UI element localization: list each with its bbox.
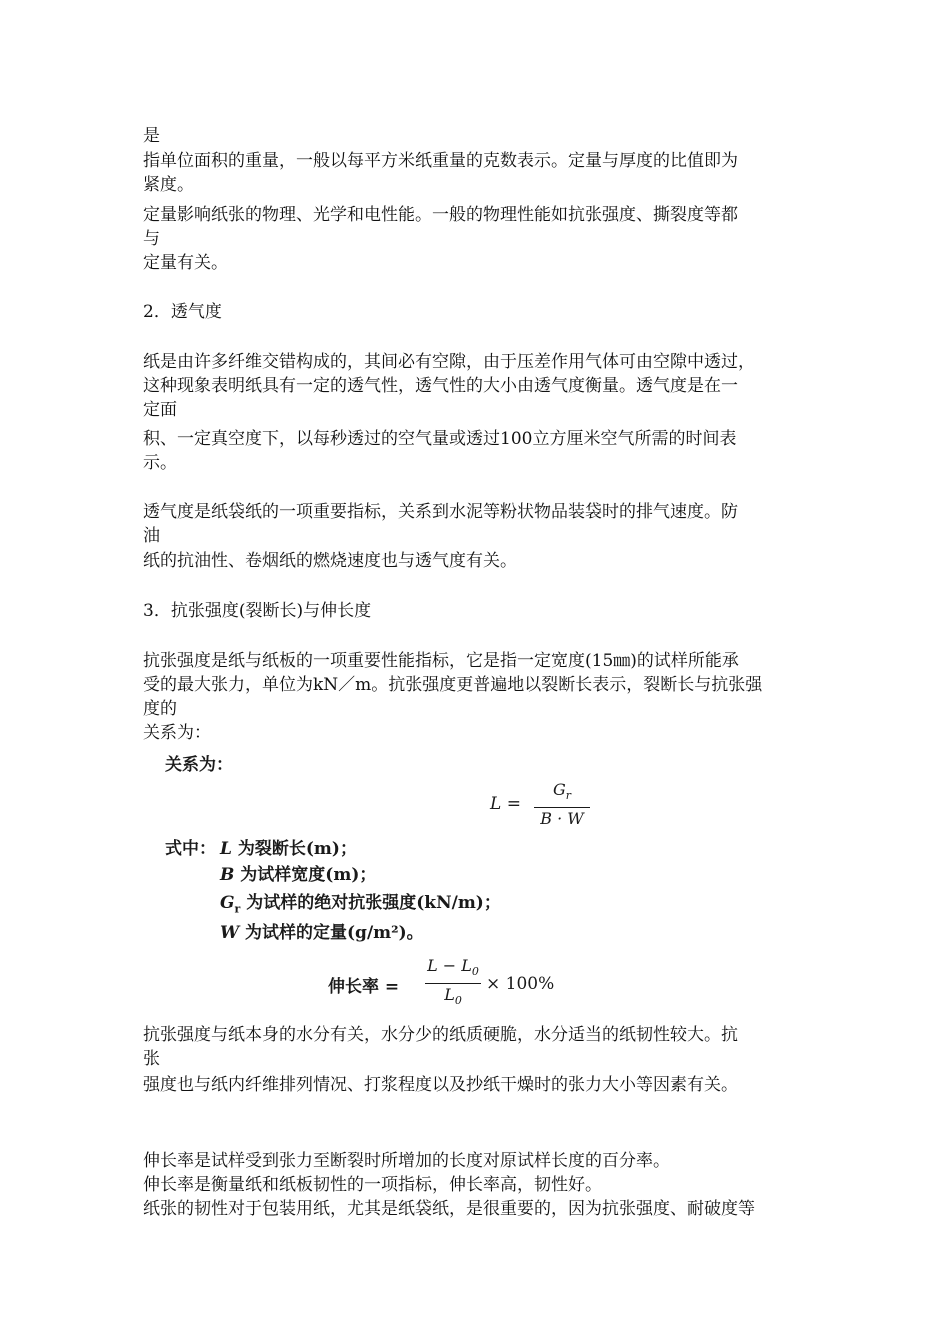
equation-length: [490, 794, 521, 814]
text-line: 油: [143, 526, 160, 546]
symbol-L: L: [220, 839, 232, 859]
eq2-tail: × 100%: [486, 974, 555, 994]
formula-image: [150, 746, 590, 1006]
text-line: 透气度是纸袋纸的一项重要指标，关系到水泥等粉状物品装袋时的排气速度。防: [143, 502, 738, 522]
eq1-lhs: L: [490, 794, 502, 814]
symbol-B: B: [220, 865, 235, 885]
where-text: 为试样的绝对抗张强度(kN/m)；: [240, 893, 501, 913]
text-line: 纸的抗油性、卷烟纸的燃烧速度也与透气度有关。: [143, 551, 517, 571]
text-line: 抗张强度是纸与纸板的一项重要性能指标，它是指一定宽度(15㎜)的试样所能承: [143, 651, 739, 671]
text-line: 是: [143, 126, 160, 146]
text-line: 关系为：: [143, 723, 211, 743]
text-line: 与: [143, 229, 160, 249]
formula-intro: 关系为：: [165, 755, 233, 775]
text-line: 这种现象表明纸具有一定的透气性，透气性的大小由透气度衡量。透气度是在一: [143, 376, 738, 396]
eq1-fraction: [534, 780, 590, 829]
text-line: 张: [143, 1049, 160, 1069]
where-line: [220, 860, 376, 885]
eq2-den: L: [444, 985, 455, 1005]
text-line: 紧度。: [143, 175, 194, 195]
where-line: [220, 834, 357, 859]
text-line: 积、一定真空度下，以每秒透过的空气量或透过100立方厘米空气所需的时间表: [143, 429, 737, 449]
section-heading: 3．抗张强度(裂断长)与伸长度: [143, 601, 372, 621]
text-line: 定量影响纸张的物理、光学和电性能。一般的物理性能如抗张强度、撕裂度等都: [143, 205, 738, 225]
eq1-eq: =: [506, 794, 521, 814]
symbol-G: G: [220, 893, 235, 913]
section-heading: 2．透气度: [143, 302, 222, 322]
text-line: 度的: [143, 699, 177, 719]
text-line: 受的最大张力，单位为kN／m。抗张强度更普遍地以裂断长表示，裂断长与抗张强: [143, 675, 763, 695]
eq1-den: B · W: [540, 809, 584, 829]
eq2-num-sub: 0: [471, 965, 479, 979]
where-text: 为裂断长(m)；: [231, 839, 357, 859]
where-label: 式中：: [165, 839, 216, 859]
eq2-lhs: 伸长率: [328, 977, 379, 997]
where-text: 为试样的定量(g/m²)。: [239, 923, 424, 943]
symbol-W: W: [220, 923, 240, 943]
text-line: 示。: [143, 453, 177, 473]
eq1-num-sub: r: [565, 789, 572, 803]
text-line: 定量有关。: [143, 253, 228, 273]
text-line: 纸是由许多纤维交错构成的，其间必有空隙，由于压差作用气体可由空隙中透过，: [143, 352, 755, 372]
text-line: 抗张强度与纸本身的水分有关，水分少的纸质硬脆，水分适当的纸韧性较大。抗: [143, 1025, 738, 1045]
text-line: 伸长率是衡量纸和纸板韧性的一项指标，伸长率高，韧性好。: [143, 1175, 602, 1195]
text-line: 伸长率是试样受到张力至断裂时所增加的长度对原试样长度的百分率。: [143, 1151, 670, 1171]
eq2-den-sub: 0: [454, 994, 462, 1008]
where-text: 为试样宽度(m)；: [234, 865, 377, 885]
eq2-num: L − L: [427, 956, 472, 975]
text-line: 定面: [143, 400, 177, 420]
eq2-eq: =: [384, 977, 400, 997]
text-line: 强度也与纸内纤维排列情况、打浆程度以及抄纸干燥时的张力大小等因素有关。: [143, 1075, 738, 1095]
symbol-G-sub: r: [234, 902, 241, 916]
eq1-num: G: [552, 780, 566, 799]
text-line: 纸张的韧性对于包装用纸，尤其是纸袋纸，是很重要的，因为抗张强度、耐破度等: [143, 1199, 755, 1219]
where-line: [220, 918, 424, 943]
eq2-fraction: [425, 956, 481, 1011]
where-line: [220, 888, 501, 915]
eq2-lhs-wrap: [328, 972, 399, 997]
text-line: 指单位面积的重量，一般以每平方米纸重量的克数表示。定量与厚度的比值即为: [143, 151, 738, 171]
